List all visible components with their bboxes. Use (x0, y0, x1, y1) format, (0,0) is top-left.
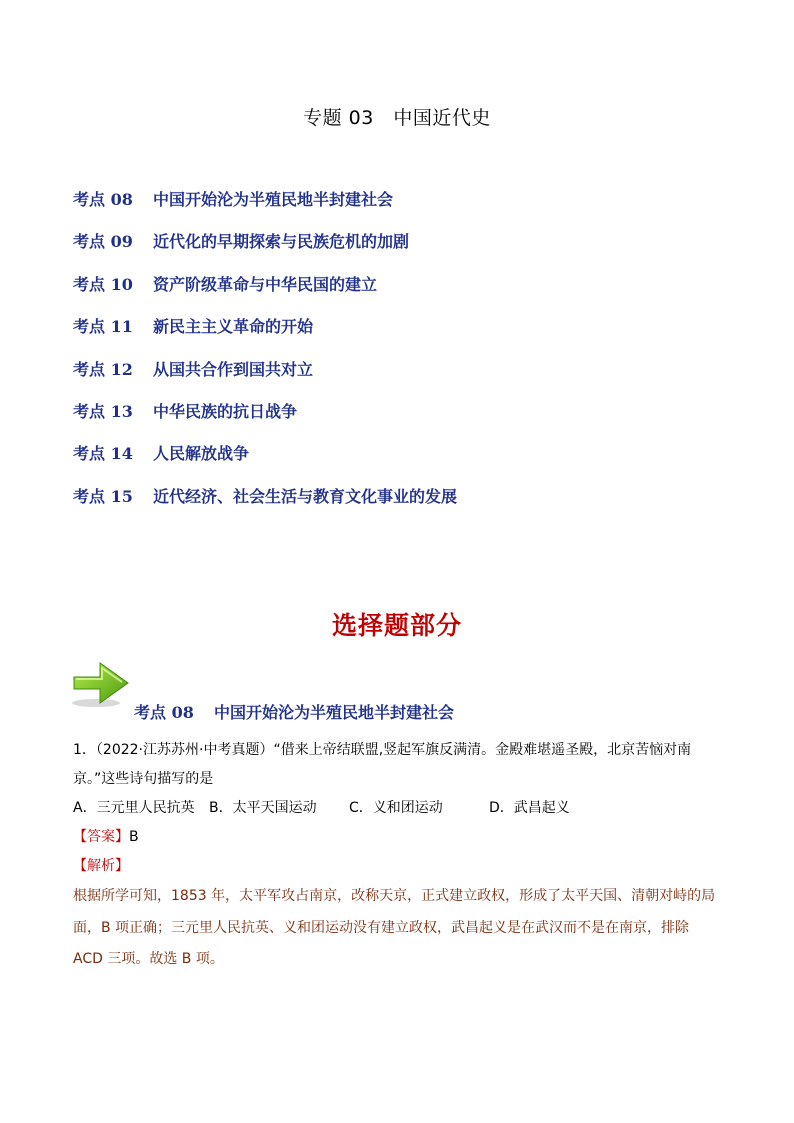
green-arrow-icon (70, 655, 132, 711)
section-heading (134, 700, 454, 723)
toc-item[interactable] (73, 358, 457, 400)
toc-code: 考点 09 (73, 232, 133, 252)
toc-label: 近代化的早期探索与民族危机的加剧 (153, 232, 410, 252)
table-of-contents (73, 188, 457, 527)
question-number: 1． (73, 742, 96, 758)
section-title: 选择题部分 (331, 611, 462, 640)
toc-label: 新民主主义革命的开始 (153, 317, 314, 337)
answer-value: B (129, 829, 139, 845)
toc-item[interactable] (73, 273, 457, 315)
option-a[interactable]: A．三元里人民抗英 (73, 800, 195, 816)
question-stem (73, 736, 723, 794)
toc-label: 资产阶级革命与中华民国的建立 (153, 274, 378, 294)
toc-code: 考点 11 (73, 317, 133, 337)
question-block (73, 736, 723, 976)
option-d[interactable]: D．武昌起义 (489, 800, 570, 816)
toc-label: 近代经济、社会生活与教育文化事业的发展 (153, 486, 458, 506)
toc-code: 考点 12 (73, 359, 133, 379)
toc-label: 中华民族的抗日战争 (153, 401, 298, 421)
toc-code: 考点 10 (73, 274, 133, 294)
toc-code: 考点 13 (73, 401, 133, 421)
option-b[interactable]: B．太平天国运动 (209, 800, 317, 816)
answer-label: 【答案】 (73, 829, 129, 845)
toc-item[interactable] (73, 315, 457, 357)
toc-item[interactable] (73, 485, 457, 527)
toc-code: 考点 15 (73, 486, 133, 506)
section-heading-label: 中国开始沦为半殖民地半封建社会 (214, 703, 455, 722)
toc-label: 人民解放战争 (153, 444, 250, 464)
toc-label: 中国开始沦为半殖民地半封建社会 (153, 190, 394, 209)
option-c[interactable]: C．义和团运动 (349, 800, 443, 816)
toc-item[interactable] (73, 400, 457, 442)
analysis-text: 根据所学可知，1853 年，太平军攻占南京，改称天京，正式建立政权，形成了太平天国、清朝对峙的局面，B 项正确；三元里人民抗英、义和团运动没有建立政权，武昌起义是在武汉而不是在南京，排除 ACD 三项。故选 B 项。 (73, 888, 716, 967)
question-source: （2022·江苏苏州·中考真题） (95, 742, 274, 758)
toc-item[interactable] (73, 230, 457, 272)
toc-label: 从国共合作到国共对立 (153, 359, 314, 379)
toc-code: 考点 14 (73, 444, 133, 464)
toc-code: 考点 08 (73, 190, 133, 209)
analysis-label: 【解析】 (73, 858, 129, 874)
question-text: “借来上帝结联盟,竖起军旗反满清。金殿难堪遥圣殿，北京苦恼对南京。”这些诗句描写的是 (73, 742, 692, 787)
answer-line (73, 823, 723, 852)
section-heading-code: 考点 08 (134, 703, 194, 722)
page-title: 专题 03 中国近代史 (303, 107, 491, 129)
toc-item[interactable] (73, 188, 457, 230)
toc-item[interactable] (73, 442, 457, 484)
question-options (73, 794, 723, 823)
